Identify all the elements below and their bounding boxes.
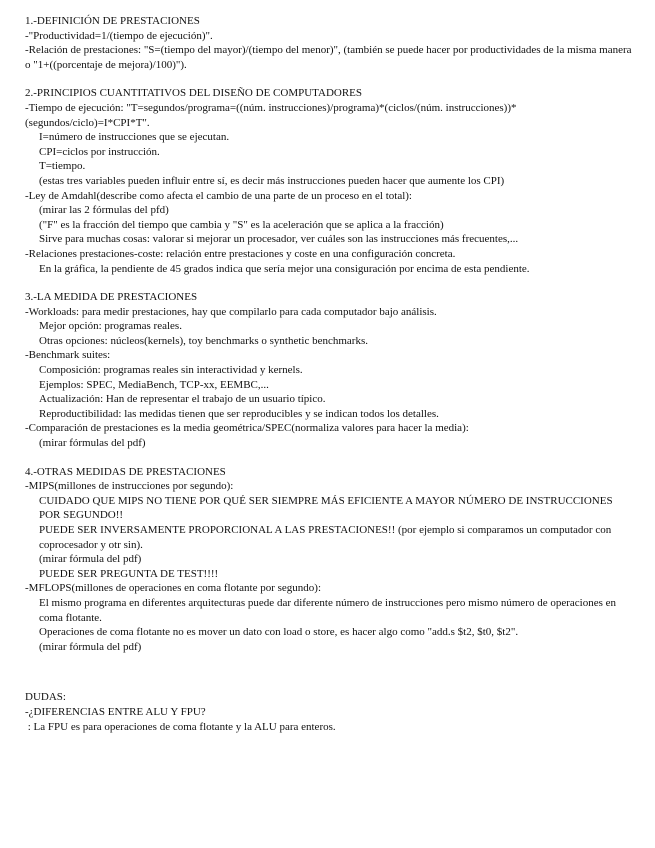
- indented-text-line: (mirar las 2 fórmulas del pfd): [39, 204, 169, 217]
- indented-text-line: (mirar fórmula del pdf): [39, 640, 142, 653]
- indented-text-line: Actualización: Han de representar el trabajo de un usuario típico.: [39, 393, 326, 406]
- indented-text-line: CPI=ciclos por instrucción.: [39, 145, 160, 158]
- section-title: DUDAS:: [25, 691, 66, 704]
- indented-text-line: Sirve para muchas cosas: valorar si mejorar un procesador, ver cuáles son las instrucciones más frecuentes,...: [39, 233, 519, 246]
- indented-text-line: En la gráfica, la pendiente de 45 grados indica que sería mejor una consiguración por encima de esta pendiente.: [39, 262, 530, 275]
- indented-text-line: PUEDE SER INVERSAMENTE PROPORCIONAL A LAS PRESTACIONES!! (por ejemplo si comparamos un computador con coprocesador y otr sin).: [39, 524, 614, 551]
- text-line: -MFLOPS(millones de operaciones en coma flotante por segundo):: [25, 582, 322, 595]
- section: [25, 290, 635, 451]
- text-line: -Relación de prestaciones: "S=(tiempo del mayor)/(tiempo del menor)", (también se puede hacer por productividades de la misma manera o "1+((porcentaje de mejora)/100)").: [25, 44, 635, 71]
- indented-text-line: (mirar fórmulas del pdf): [39, 437, 146, 450]
- text-line: -Ley de Amdahl(describe como afecta el cambio de una parte de un proceso en el total):: [25, 189, 412, 202]
- indented-text-line: (mirar fórmula del pdf): [39, 553, 142, 566]
- indented-text-line: (estas tres variables pueden influir entre sí, es decir más instrucciones pueden hacer que aumente los CPI): [39, 174, 505, 187]
- section-title: 4.-OTRAS MEDIDAS DE PRESTACIONES: [25, 465, 226, 478]
- section: [25, 86, 635, 276]
- indented-text-line: PUEDE SER PREGUNTA DE TEST!!!!: [39, 567, 219, 580]
- indented-text-line: T=tiempo.: [39, 160, 86, 173]
- section-title: 3.-LA MEDIDA DE PRESTACIONES: [25, 291, 198, 304]
- indented-text-line: Ejemplos: SPEC, MediaBench, TCP-xx, EEMBC,...: [39, 378, 269, 391]
- text-line: -Workloads: para medir prestaciones, hay que compilarlo para cada computador bajo análisis.: [25, 305, 437, 318]
- text-line: -MIPS(millones de instrucciones por segundo):: [25, 480, 234, 493]
- indented-text-line: ("F" es la fracción del tiempo que cambia y "S" es la aceleración que se aplica a la fracción): [39, 218, 444, 231]
- section-title: 2.-PRINCIPIOS CUANTITATIVOS DEL DISEÑO DE COMPUTADORES: [25, 87, 363, 100]
- document-body: [25, 14, 635, 748]
- indented-text-line: El mismo programa en diferentes arquitecturas puede dar diferente número de instrucciones pero mismo número de operaciones en coma flotante.: [39, 596, 619, 624]
- indented-text-line: CUIDADO QUE MIPS NO TIENE POR QUÉ SER SIEMPRE MÁS EFICIENTE A MAYOR NÚMERO DE INSTRUCCIONES POR SEGUNDO!!: [39, 494, 616, 522]
- indented-text-line: Operaciones de coma flotante no es mover un dato con load o store, es hacer algo como "add.s $t2, $t0, $t2".: [39, 626, 519, 639]
- section-title: 1.-DEFINICIÓN DE PRESTACIONES: [25, 15, 200, 27]
- indented-text-line: Reproductibilidad: las medidas tienen que ser reproducibles y se indican todos los detalles.: [39, 407, 439, 420]
- indented-text-line: Mejor opción: programas reales.: [39, 320, 182, 333]
- text-line: -Comparación de prestaciones es la media geométrica/SPEC(normaliza valores para hacer la media):: [25, 422, 469, 435]
- text-line: -Tiempo de ejecución: "T=segundos/programa=((núm. instrucciones)/programa)*(ciclos/(núm. instrucciones))*(segundos/ciclo)=I*CPI*T".: [25, 101, 517, 129]
- indented-text-line: Composición: programas reales sin interactividad y kernels.: [39, 364, 303, 377]
- section: [25, 14, 635, 72]
- text-line: : La FPU es para operaciones de coma flotante y la ALU para enteros.: [25, 720, 336, 733]
- section: [25, 690, 635, 734]
- text-line: -"Productividad=1/(tiempo de ejecución)".: [25, 29, 213, 42]
- text-line: -¿DIFERENCIAS ENTRE ALU Y FPU?: [25, 705, 206, 718]
- text-line: -Relaciones prestaciones-coste: relación entre prestaciones y coste en una configuración concreta.: [25, 247, 456, 260]
- indented-text-line: Otras opciones: núcleos(kernels), toy benchmarks o synthetic benchmarks.: [39, 334, 368, 347]
- text-line: -Benchmark suites:: [25, 349, 111, 362]
- indented-text-line: I=número de instrucciones que se ejecutan.: [39, 131, 230, 144]
- section: [25, 465, 635, 655]
